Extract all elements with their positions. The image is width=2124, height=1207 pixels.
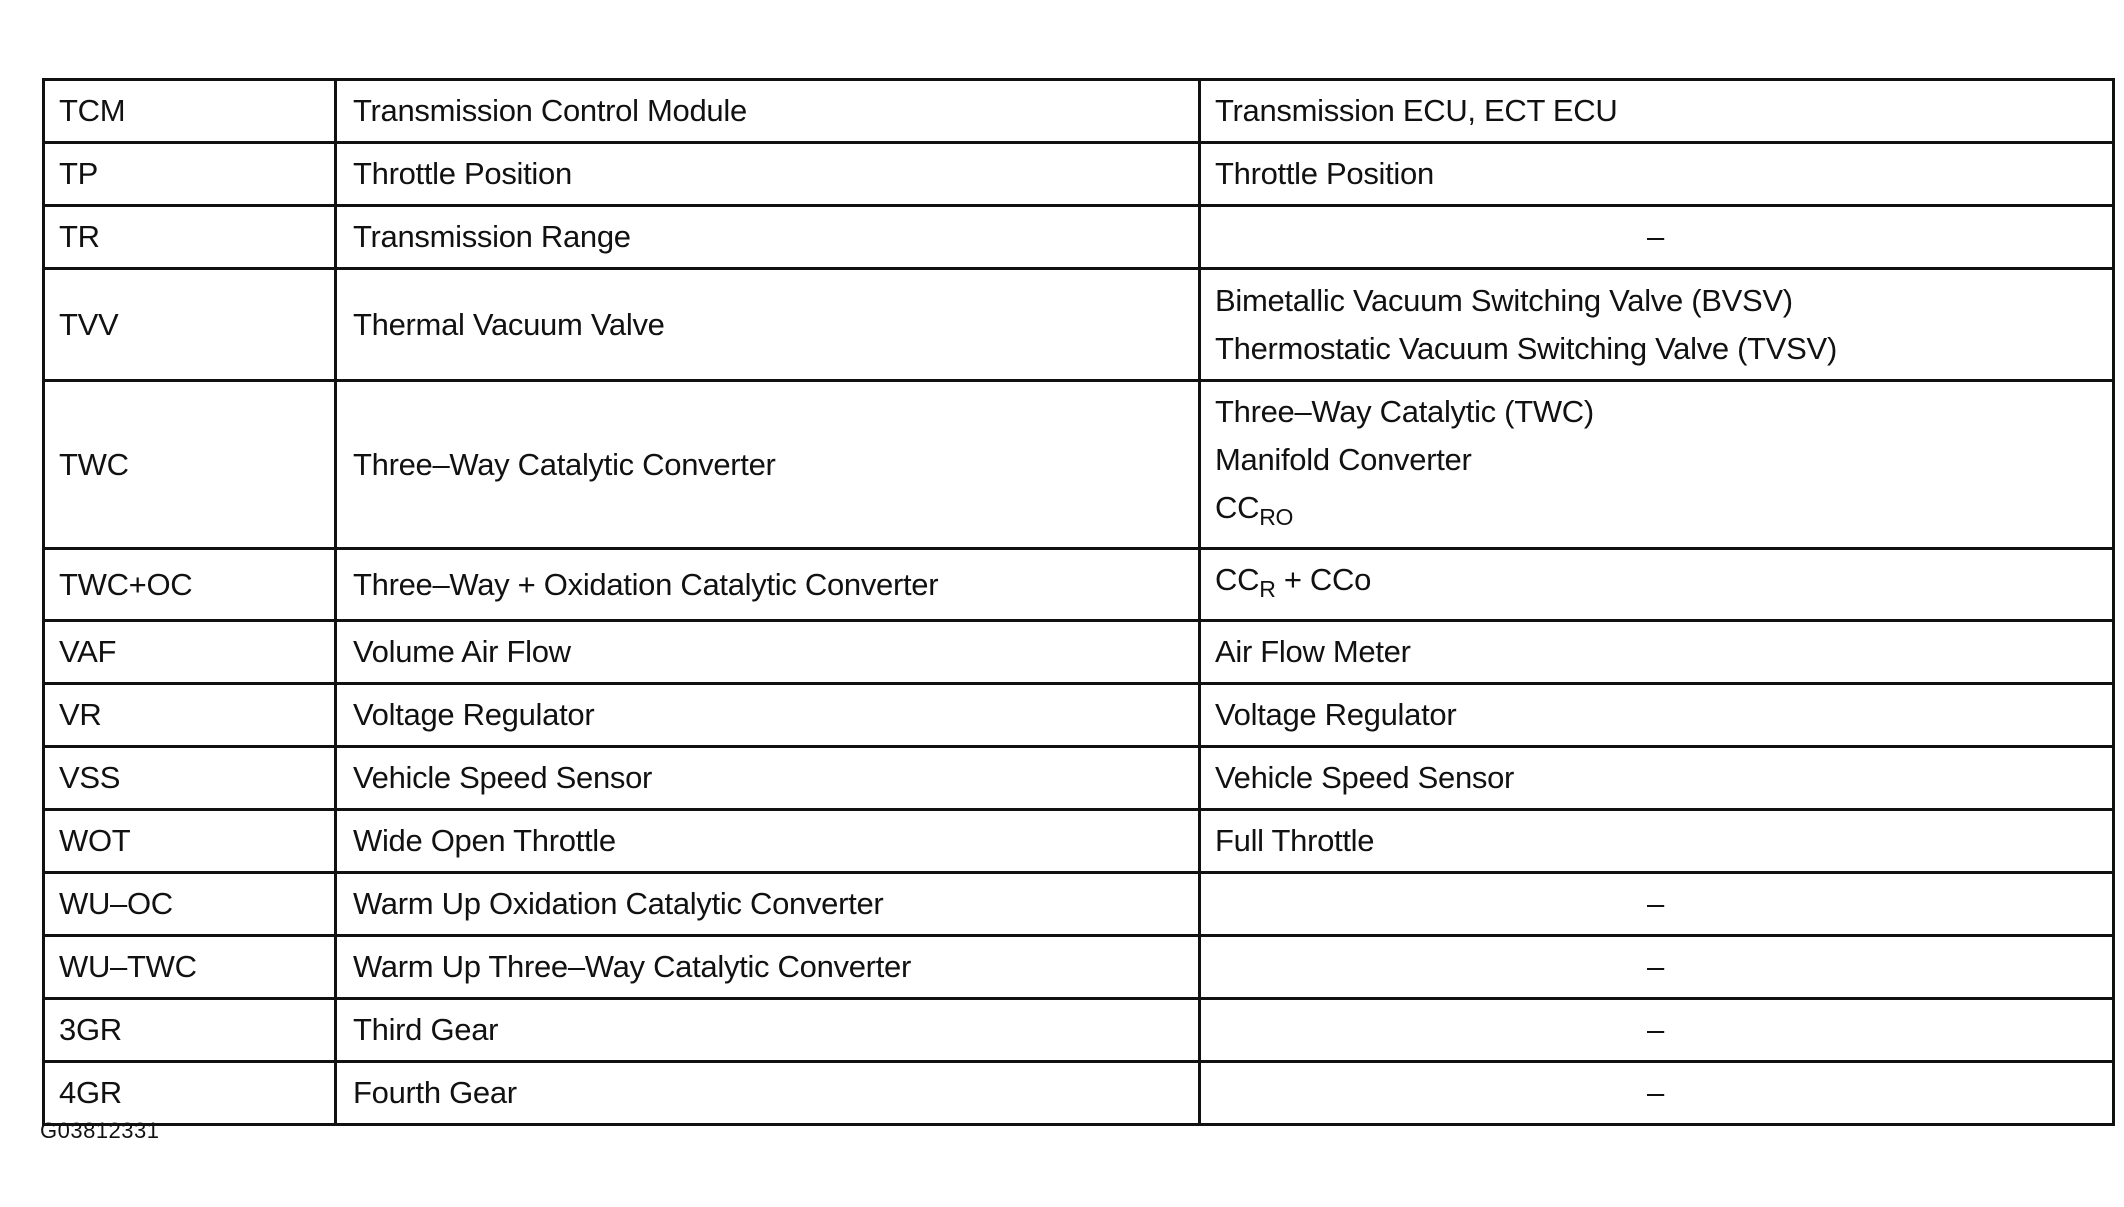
abbreviation-cell: WU–TWC bbox=[44, 936, 336, 999]
table-row bbox=[44, 549, 2114, 621]
term-cell: Transmission Range bbox=[336, 206, 1200, 269]
table-row bbox=[44, 143, 2114, 206]
cco-text: + CCo bbox=[1275, 562, 1372, 597]
table-row bbox=[44, 621, 2114, 684]
term-cell: Wide Open Throttle bbox=[336, 810, 1200, 873]
ccr-base: CC bbox=[1215, 562, 1260, 597]
abbreviation-cell: WU–OC bbox=[44, 873, 336, 936]
table-row bbox=[44, 999, 2114, 1062]
other-term-cell bbox=[1200, 549, 2114, 621]
other-term-cell: Throttle Position bbox=[1200, 143, 2114, 206]
table-row bbox=[44, 747, 2114, 810]
table-row bbox=[44, 1062, 2114, 1125]
term-cell: Warm Up Three–Way Catalytic Converter bbox=[336, 936, 1200, 999]
other-term-cell: – bbox=[1200, 999, 2114, 1062]
term-cell: Fourth Gear bbox=[336, 1062, 1200, 1125]
other-term-cell: – bbox=[1200, 1062, 2114, 1125]
other-term-line: Manifold Converter bbox=[1215, 442, 1472, 477]
other-term-cell: – bbox=[1200, 206, 2114, 269]
abbreviation-cell: TCM bbox=[44, 80, 336, 143]
abbreviation-cell: VSS bbox=[44, 747, 336, 810]
term-cell: Transmission Control Module bbox=[336, 80, 1200, 143]
other-term-cell: Vehicle Speed Sensor bbox=[1200, 747, 2114, 810]
table-row bbox=[44, 936, 2114, 999]
abbreviation-cell: 4GR bbox=[44, 1062, 336, 1125]
other-term-cell: Full Throttle bbox=[1200, 810, 2114, 873]
table-row bbox=[44, 684, 2114, 747]
abbreviation-cell: VAF bbox=[44, 621, 336, 684]
abbreviation-cell: 3GR bbox=[44, 999, 336, 1062]
term-cell: Throttle Position bbox=[336, 143, 1200, 206]
term-cell: Warm Up Oxidation Catalytic Converter bbox=[336, 873, 1200, 936]
abbreviation-cell: TVV bbox=[44, 269, 336, 381]
other-term-line: Three–Way Catalytic (TWC) bbox=[1215, 394, 1594, 429]
abbreviation-cell: TR bbox=[44, 206, 336, 269]
term-cell: Vehicle Speed Sensor bbox=[336, 747, 1200, 810]
abbreviation-cell: VR bbox=[44, 684, 336, 747]
term-cell: Voltage Regulator bbox=[336, 684, 1200, 747]
term-cell: Three–Way + Oxidation Catalytic Converter bbox=[336, 549, 1200, 621]
abbreviation-cell: TWC bbox=[44, 381, 336, 549]
table-row bbox=[44, 269, 2114, 381]
table-row bbox=[44, 80, 2114, 143]
term-cell: Third Gear bbox=[336, 999, 1200, 1062]
abbreviation-table bbox=[42, 78, 2115, 1126]
abbreviation-cell: WOT bbox=[44, 810, 336, 873]
term-cell: Three–Way Catalytic Converter bbox=[336, 381, 1200, 549]
abbreviation-cell: TWC+OC bbox=[44, 549, 336, 621]
other-term-cell bbox=[1200, 381, 2114, 549]
other-term-cell: Transmission ECU, ECT ECU bbox=[1200, 80, 2114, 143]
ccro-subscript: RO bbox=[1259, 504, 1294, 530]
abbreviation-cell: TP bbox=[44, 143, 336, 206]
ccro-base: CC bbox=[1215, 490, 1260, 525]
table-row bbox=[44, 810, 2114, 873]
ccr-subscript: R bbox=[1259, 576, 1276, 602]
other-term-cell bbox=[1200, 269, 2114, 381]
term-cell: Volume Air Flow bbox=[336, 621, 1200, 684]
other-term-cell: Air Flow Meter bbox=[1200, 621, 2114, 684]
term-cell: Thermal Vacuum Valve bbox=[336, 269, 1200, 381]
other-term-cell: – bbox=[1200, 873, 2114, 936]
other-term-line: Bimetallic Vacuum Switching Valve (BVSV) bbox=[1215, 282, 1793, 318]
table-row bbox=[44, 206, 2114, 269]
other-term-line: Thermostatic Vacuum Switching Valve (TVSV) bbox=[1215, 330, 1837, 366]
other-term-cell: – bbox=[1200, 936, 2114, 999]
other-term-line bbox=[1215, 484, 2096, 541]
other-term-cell: Voltage Regulator bbox=[1200, 684, 2114, 747]
figure-id: G03812331 bbox=[40, 1118, 160, 1143]
table-row bbox=[44, 873, 2114, 936]
table-row bbox=[44, 381, 2114, 549]
